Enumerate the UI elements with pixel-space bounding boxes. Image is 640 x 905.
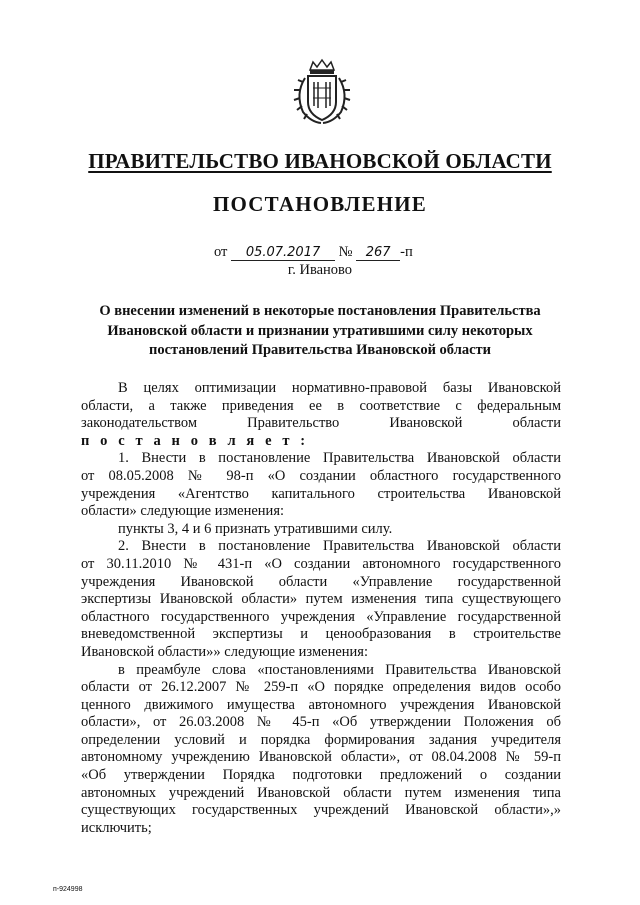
body-line: Ивановской области»» следующие изменения:	[81, 643, 368, 660]
body-line: области от 26.12.2007 № 259-п «О порядке определения видов особо	[81, 679, 561, 696]
document-type: ПОСТАНОВЛЕНИЕ	[212, 192, 428, 216]
document-body	[81, 380, 561, 837]
document-number: 267	[356, 246, 400, 261]
body-line: 2. Внести в постановление Правительства Ивановской области	[118, 538, 561, 555]
body-line: от 30.11.2010 № 431-п «О создании автономного государственного	[81, 555, 561, 572]
body-line: области», от 26.03.2008 № 45-п «Об утверждении Положения об	[81, 714, 561, 731]
body-line: учреждения «Агентство капитального строительства Ивановской	[81, 485, 561, 502]
body-line: области» следующие изменения:	[81, 503, 285, 520]
body-line: областного государственного учреждения «Управление государственной	[81, 608, 561, 625]
body-line: исключить;	[81, 819, 152, 836]
body-line: экспертизы Ивановской области» путем изменения типа существующего	[81, 591, 561, 608]
date-number-line	[214, 244, 413, 261]
number-suffix: -п	[400, 244, 413, 260]
footer-code: п-924998	[53, 886, 83, 893]
body-line: автономных учреждений Ивановской области путем изменения типа	[81, 784, 561, 801]
body-line: в преамбуле слова «постановлениями Правительства Ивановской	[118, 661, 561, 678]
body-line: «Об утверждении Порядка подготовки предложений о создании	[81, 767, 561, 784]
body-line: существующих государственных учреждений Ивановской области»,»	[81, 802, 561, 819]
coat-of-arms-icon	[291, 58, 353, 126]
body-line: В целях оптимизации нормативно-правовой базы Ивановской	[118, 380, 561, 396]
document-heading	[70, 302, 570, 361]
body-line: пункты 3, 4 и 6 признать утратившими силу.	[118, 520, 393, 537]
body-line: ценного движимого имущества автономного учреждения Ивановской	[81, 696, 561, 713]
body-line: законодательством Правительство Ивановской области	[81, 415, 561, 432]
date-prefix: от	[214, 244, 228, 260]
heading-line: Ивановской области и признании утратившими силу некоторых	[107, 322, 533, 339]
body-line: определении условий и порядка формирования задания учредителя	[81, 731, 561, 748]
body-line: области, а также приведения ее в соответствие с федеральным	[81, 397, 561, 414]
body-line: вневедомственной экспертизы и ценообразования в строительстве	[81, 626, 561, 643]
body-line: автономному учреждению Ивановской области», от 08.04.2008 № 59-п	[81, 749, 561, 766]
body-line: учреждения Ивановской области «Управление государственной	[81, 573, 561, 590]
number-sign: №	[338, 244, 353, 260]
city: г. Иваново	[287, 262, 353, 278]
body-line: от 08.05.2008 № 98-п «О создании областного государственного	[81, 467, 561, 484]
resolves-word: п о с т а н о в л я е т :	[81, 432, 309, 449]
government-title: ПРАВИТЕЛЬСТВО ИВАНОВСКОЙ ОБЛАСТИ	[88, 149, 552, 173]
heading-line: постановлений Правительства Ивановской области	[148, 342, 491, 358]
body-line: 1. Внести в постановление Правительства Ивановской области	[118, 450, 561, 467]
coat-of-arms-emblem	[291, 58, 353, 126]
document-date: 05.07.2017	[231, 246, 335, 261]
heading-line: О внесении изменений в некоторые постановления Правительства	[99, 303, 541, 319]
